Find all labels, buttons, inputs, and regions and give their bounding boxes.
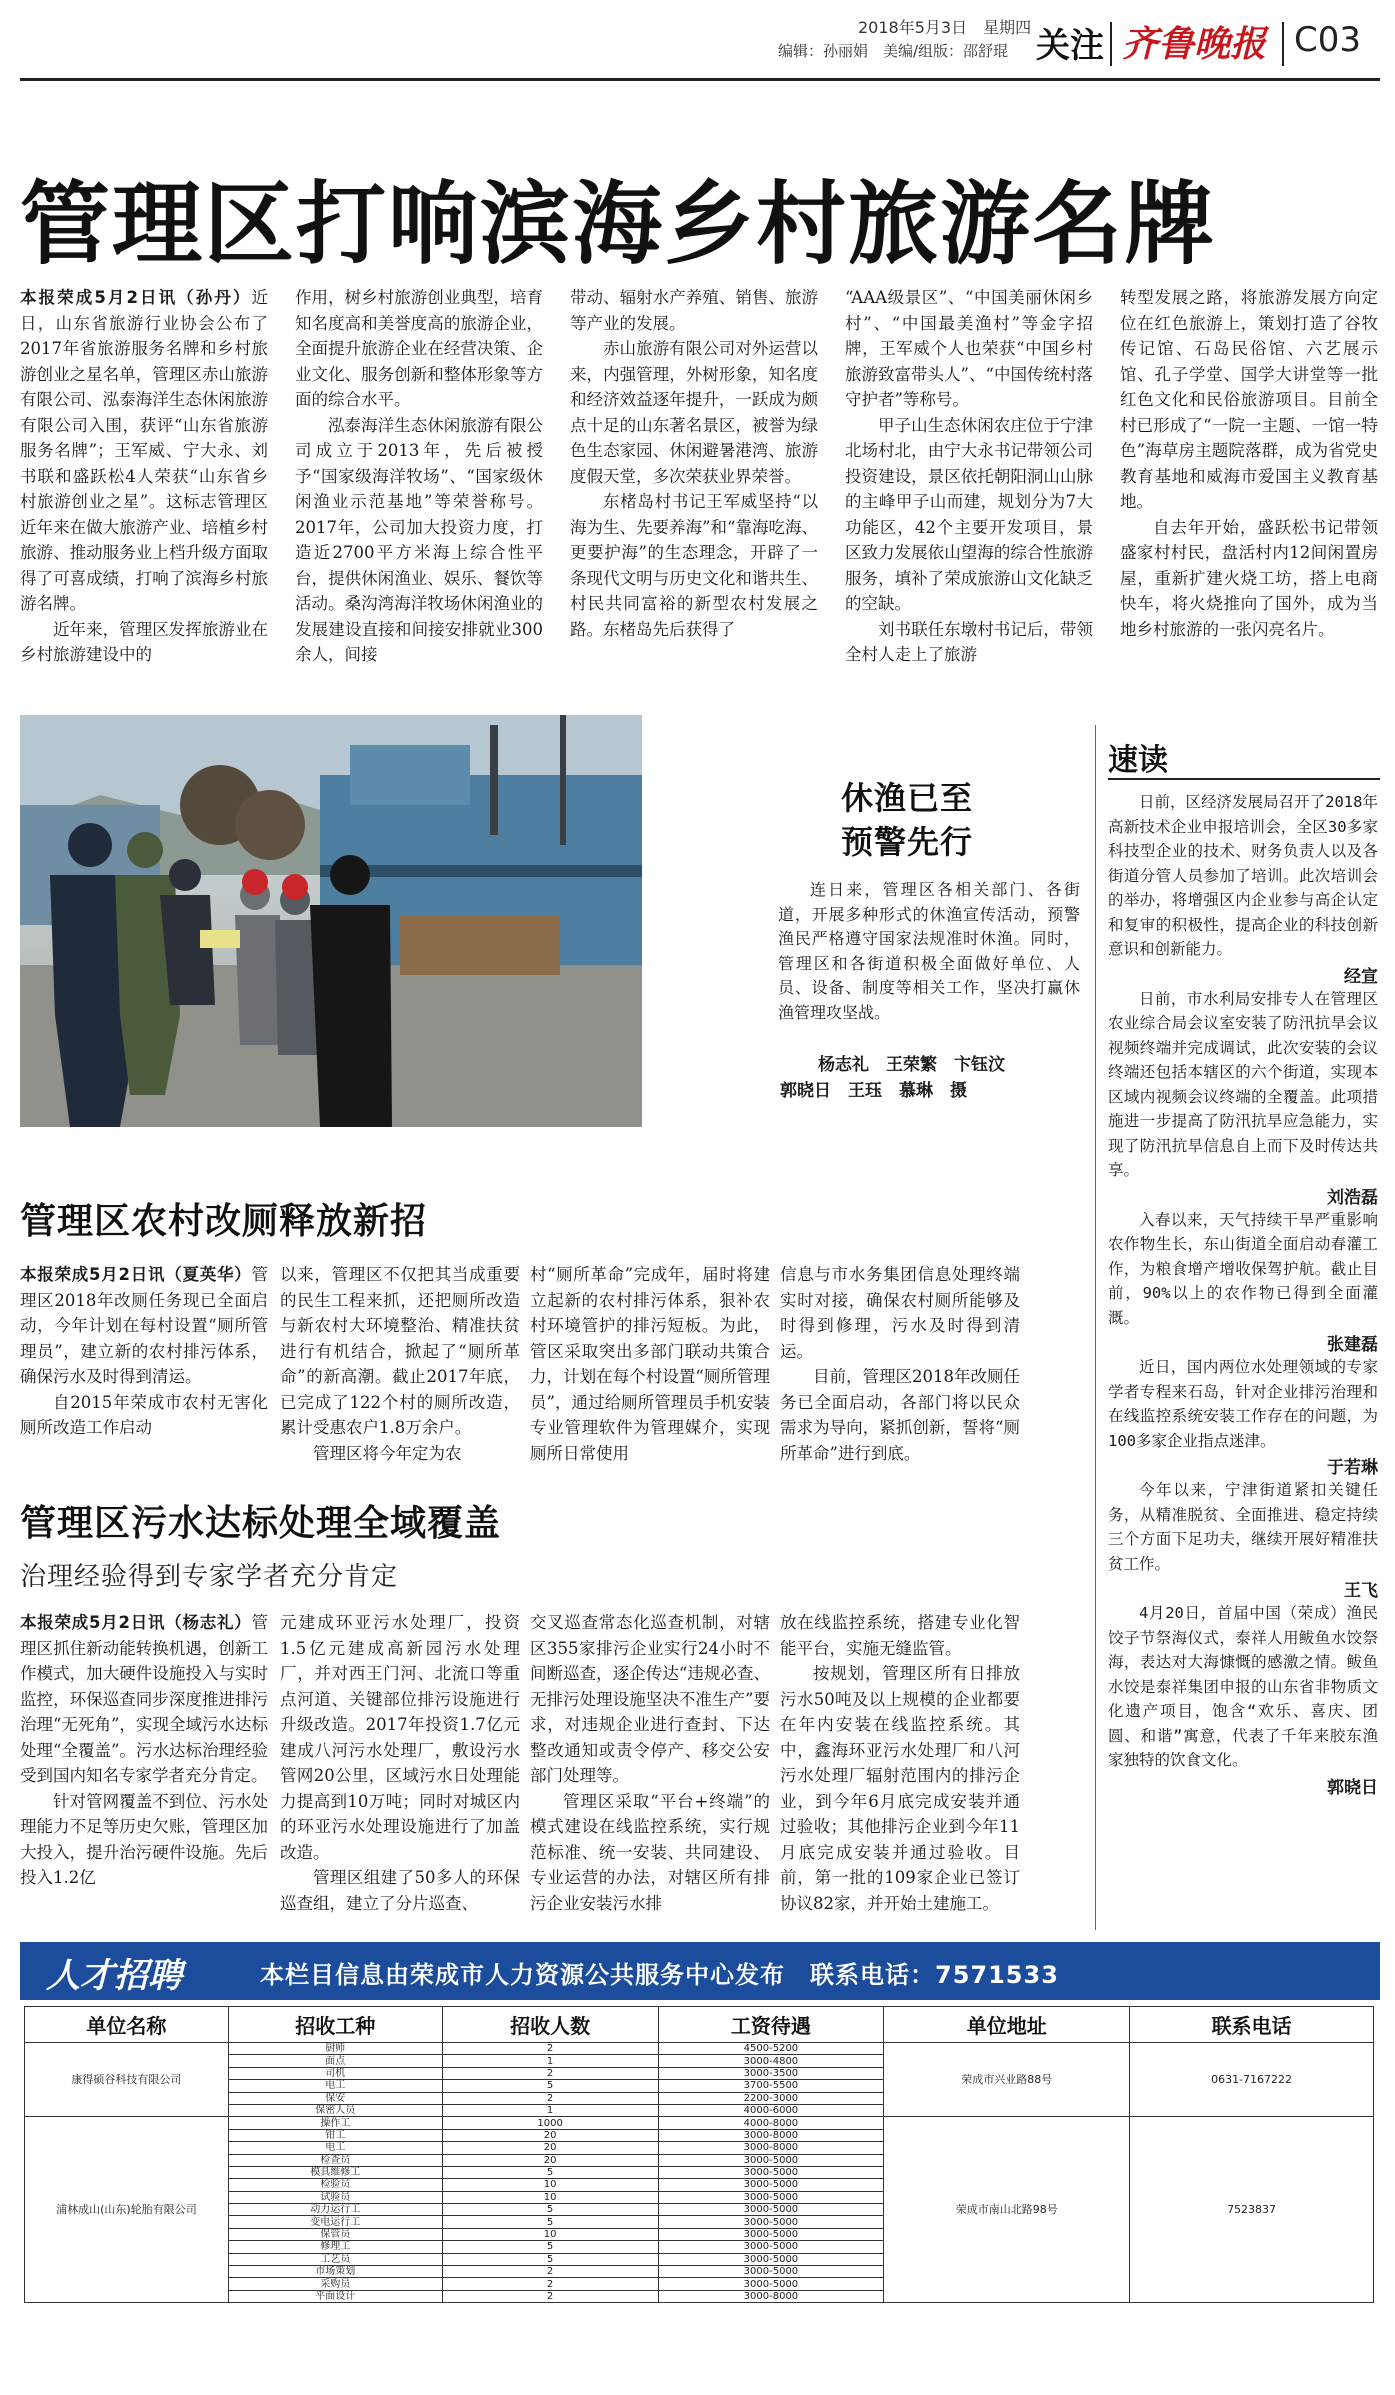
sewage-column-4: 放在线监控系统，搭建专业化智能平台，实施无缝监管。 按规划，管理区所有日排放污水50吨及以上规模的企业都要在年内安装在线监控系统。其中，鑫海环亚污水处理厂和八河污水处理厂辐射范围内的排污企业，到今年6月底完成安装并通过验收；其他排污企业到今年11月底完成安装并通过验收。目前，第一批的109家企业已签订协议82家，并开始土建施工。: [780, 1613, 1020, 1913]
briefs-list: [1108, 790, 1378, 1935]
lead-column-5: 转型发展之路，将旅游发展方向定位在红色旅游上，策划打造了谷牧传记馆、石岛民俗馆、六艺展示馆、孔子学堂、国学大讲堂等一批红色文化和民俗旅游项目。目前全村已形成了“一院一主题、一馆一特色”海草房主题院落群，成为省党史教育基地和威海市爱国主义教育基地。 自去年开始，盛跃松书记带领盛家村村民，盘活村内12间闲置房屋，重新扩建火烧工坊，搭上电商快车，将火烧推向了国外，成为当地乡村旅游的一张闪亮名片。: [1120, 288, 1378, 639]
headcount-cell: 2: [442, 2067, 658, 2079]
column-header: 招收人数: [442, 2007, 658, 2043]
salary-cell: 3000-8000: [658, 2142, 884, 2154]
page-number: C03: [1294, 20, 1362, 60]
headcount-cell: 1: [442, 2055, 658, 2067]
salary-cell: 3000-5000: [658, 2191, 884, 2203]
headcount-cell: 5: [442, 2253, 658, 2265]
job-title-cell: 试验员: [228, 2191, 442, 2203]
sewage-column-1: 本报荣成5月2日讯（杨志礼）管理区抓住新动能转换机遇，创新工作模式，加大硬件设施投入与实时监控，环保巡查同步深度推进排污治理“无死角”，实现全域污水达标处理“全覆盖”。污水达标治理经验受到国内知名专家学者充分肯定。 针对管网覆盖不到位、污水处理能力不足等历史欠账，管理区加大投入，提升治污硬件设施。先后投入1.2亿: [20, 1613, 268, 1887]
job-title-cell: 模具维修工: [228, 2166, 442, 2178]
table-row: [25, 2043, 1374, 2055]
toilet-column-4: 信息与市水务集团信息处理终端实时对接，确保农村厕所能够及时得到修理，污水及时得到清运。 目前，管理区2018年改厕任务已全面启动，各部门将以民众需求为导向，紧抓创新，誓将“厕所革命”进行到底。: [780, 1265, 1020, 1463]
salary-cell: 3000-5000: [658, 2216, 884, 2228]
headcount-cell: 5: [442, 2166, 658, 2178]
job-title-cell: 平面设计: [228, 2290, 442, 2302]
sewage-column-3: 交叉巡查常态化巡查机制，对辖区355家排污企业实行24小时不间断巡查，逐企传达“违规必查、无排污处理设施坚决不准生产”要求，对违规企业进行查封、下达整改通知或责令停产、移交公安部门处理等。 管理区采取“平台+终端”的模式建设在线监控系统，实行规范标准、统一安装、共同建设、专业运营的办法，对辖区所有排污企业安装污水排: [530, 1613, 770, 1913]
sewage-headline: 管理区污水达标处理全域覆盖: [20, 1503, 502, 1544]
lead-column-2: 作用，树乡村旅游创业典型，培育知名度高和美誉度高的旅游企业，全面提升旅游企业在经营决策、企业文化、服务创新和整体形象等方面的综合水平。 泓泰海洋生态休闲旅游有限公司成立于2013年，先后被授予“国家级海洋牧场”、“国家级休闲渔业示范基地”等荣誉称号。2017年，公司加大投资力度，打造近2700平方米海上综合性平台，提供休闲渔业、娱乐、餐饮等活动。桑沟湾海洋牧场休闲渔业的发展建设直接和间接安排就业300余人，间接: [295, 288, 543, 664]
table-header-row: [25, 2007, 1374, 2043]
lead-column-3: 带动、辐射水产养殖、销售、旅游等产业的发展。 赤山旅游有限公司对外运营以来，内强管理，外树形象，知名度和经济效益逐年提升，一跃成为颇点十足的山东著名景区，被誉为绿色生态家园、休闲避暑港湾、旅游度假天堂，多次荣获业界荣誉。 东楮岛村书记王军威坚持“以海为生、先要养海”和“靠海吃海、更要护海”的生态理念，开辟了一条现代文明与历史文化和谐共生、村民共同富裕的新型农村发展之路。东楮岛先后获得了: [570, 288, 818, 639]
job-title-cell: 操作工: [228, 2117, 442, 2129]
company-phone-cell: 7523837: [1130, 2117, 1374, 2303]
salary-cell: 3000-8000: [658, 2290, 884, 2302]
salary-cell: 3000-5000: [658, 2179, 884, 2191]
salary-cell: 3700-5500: [658, 2080, 884, 2092]
toilet-dateline: 本报荣成5月2日讯（夏英华）: [20, 1265, 252, 1284]
job-title-cell: 电工: [228, 2142, 442, 2154]
header-divider: [1282, 22, 1284, 66]
column-header: 单位名称: [25, 2007, 229, 2043]
salary-cell: 4000-8000: [658, 2117, 884, 2129]
brief-author: 刘浩磊: [1327, 1187, 1378, 1208]
issue-date: 2018年5月3日 星期四: [858, 18, 1032, 37]
lead-column-4: “AAA级景区”、“中国美丽休闲乡村”、“中国最美渔村”等金字招牌，王军威个人也荣获“中国乡村旅游致富带头人”、“中国传统村落守护者”等称号。 甲子山生态休闲农庄位于宁津北场村北，由宁大永书记带领公司投资建设，景区依托朝阳洞山山脉的主峰甲子山而建，规划分为7大功能区，42个主要开发项目，景区致力发展依山望海的综合性旅游服务，填补了荣成旅游山文化缺乏的空缺。 刘书联任东墩村书记后，带领全村人走上了旅游: [845, 288, 1093, 664]
lead-dateline: 本报荣成5月2日讯（孙丹）: [20, 288, 252, 307]
briefs-title: 速读: [1108, 743, 1168, 778]
salary-cell: 3000-5000: [658, 2278, 884, 2290]
salary-cell: 3000-5000: [658, 2228, 884, 2240]
fishing-port-photo: [20, 715, 642, 1127]
salary-cell: 3000-4800: [658, 2055, 884, 2067]
headcount-cell: 1000: [442, 2117, 658, 2129]
brief-item: 入春以来，天气持续干旱严重影响农作物生长，东山街道全面启动春灌工作，为粮食增产增收保驾护航。截止目前，90%以上的农作物已得到全面灌溉。: [1108, 1210, 1378, 1327]
job-title-cell: 保管员: [228, 2228, 442, 2240]
headcount-cell: 1: [442, 2104, 658, 2116]
column-header: 联系电话: [1130, 2007, 1374, 2043]
headcount-cell: 5: [442, 2241, 658, 2253]
recruitment-table-body: [25, 2043, 1374, 2303]
brief-item: 4月20日，首届中国（荣成）渔民饺子节祭海仪式，泰祥人用鲅鱼水饺祭海，表达对大海慷慨的感激之情。鲅鱼水饺是泰祥集团申报的山东省非物质文化遗产项目，饱含“欢乐、喜庆、团圆、和谐”寓意，代表了千年来胶东渔家独特的饮食文化。: [1108, 1604, 1378, 1769]
headcount-cell: 2: [442, 2290, 658, 2302]
headcount-cell: 10: [442, 2179, 658, 2191]
salary-cell: 3000-8000: [658, 2129, 884, 2141]
headcount-cell: 2: [442, 2043, 658, 2055]
headcount-cell: 2: [442, 2266, 658, 2278]
photo-story-title-line1: 休渔已至: [840, 779, 973, 817]
job-title-cell: 动力运行工: [228, 2204, 442, 2216]
headcount-cell: 10: [442, 2228, 658, 2240]
headcount-cell: 20: [442, 2129, 658, 2141]
company-address-cell: 荣成市兴业路88号: [884, 2043, 1130, 2117]
job-title-cell: 检验员: [228, 2179, 442, 2191]
sewage-dateline: 本报荣成5月2日讯（杨志礼）: [20, 1613, 252, 1632]
toilet-column-1: 本报荣成5月2日讯（夏英华）管理区2018年改厕任务现已全面启动，今年计划在每村设置“厕所管理员”，建立新的农村排污体系，确保污水及时得到清运。 自2015年荣成市农村无害化厕所改造工作启动: [20, 1265, 268, 1437]
briefs-title-rule: [1108, 778, 1380, 780]
brief-item: 日前，区经济发展局召开了2018年高新技术企业申报培训会，全区30多家科技型企业的技术、财务负责人以及各街道分管人员参加了培训。此次培训会的举办，将增强区内企业参与高企认定和复审的积极性，提高企业的科技创新意识和创新能力。: [1108, 793, 1378, 958]
salary-cell: 3000-5000: [658, 2241, 884, 2253]
salary-cell: 3000-5000: [658, 2204, 884, 2216]
newspaper-logo: 齐鲁晚报: [1122, 23, 1267, 65]
brief-author: 张建磊: [1327, 1335, 1378, 1355]
job-title-cell: 司机: [228, 2067, 442, 2079]
lead-headline: 管理区打响滨海乡村旅游名牌: [20, 172, 1216, 277]
salary-cell: 3000-3500: [658, 2067, 884, 2079]
brief-author: 郭晓日: [1327, 1777, 1378, 1798]
recruitment-banner: [20, 1942, 1380, 2000]
recruitment-table: [24, 2006, 1374, 2303]
job-title-cell: 面点: [228, 2055, 442, 2067]
toilet-column-3: 村“厕所革命”完成年，届时将建立起新的农村排污体系，狠补农村环境管护的排污短板。为此，管区采取突出多部门联动共策合力，计划在每个村设置“厕所管理员”，通过给厕所管理员手机安装专业管理软件为管理媒介，实现厕所日常使用: [530, 1265, 770, 1463]
job-title-cell: 电工: [228, 2080, 442, 2092]
job-title-cell: 修理工: [228, 2241, 442, 2253]
job-title-cell: 厨师: [228, 2043, 442, 2055]
section-label: 关注: [1036, 26, 1104, 66]
photo-credit-2: 郭晓日 王珏 慕琳 摄: [780, 1081, 967, 1101]
salary-cell: 3000-5000: [658, 2154, 884, 2166]
brief-item: 今年以来，宁津街道紧扣关键任务，从精准脱贫、全面推进、稳定持续三个方面下足功夫，继续开展好精准扶贫工作。: [1108, 1481, 1378, 1573]
toilet-column-2: 以来，管理区不仅把其当成重要的民生工程来抓，还把厕所改造与新农村大环境整治、精准扶贫进行有机结合，掀起了“厕所革命”的新高潮。截止2017年底，已完成了122个村的厕所改造，累计受惠农户1.8万余户。 管理区将今年定为农: [280, 1265, 520, 1463]
briefs-divider: [1095, 725, 1096, 1930]
headcount-cell: 20: [442, 2142, 658, 2154]
column-header: 单位地址: [884, 2007, 1130, 2043]
photo-credit-1: 杨志礼 王荣繁 卞钰汶: [818, 1055, 1005, 1075]
lead-column-1: 本报荣成5月2日讯（孙丹）近日，山东省旅游行业协会公布了2017年省旅游服务名牌和乡村旅游创业之星名单，管理区赤山旅游有限公司、泓泰海洋生态休闲旅游有限公司入围，获评“山东省旅游服务名牌”；王军威、宁大永、刘书联和盛跃松4人荣获“山东省乡村旅游创业之星”。这标志管理区近年来在做大旅游产业、培植乡村旅游、推动服务业上档升级方面取得了可喜成绩，打响了滨海乡村旅游名牌。 近年来，管理区发挥旅游业在乡村旅游建设中的: [20, 288, 268, 664]
salary-cell: 4500-5200: [658, 2043, 884, 2055]
photo-story-caption: 连日来，管理区各相关部门、各街道，开展多种形式的休渔宣传活动，预警渔民严格遵守国家法规准时休渔。同时，管理区和各街道积极全面做好单位、人员、设备、制度等相关工作，坚决打赢休渔管理攻坚战。: [778, 880, 1080, 1022]
company-name-cell: 康得硕谷科技有限公司: [25, 2043, 229, 2117]
brief-author: 王飞: [1344, 1581, 1378, 1601]
salary-cell: 3000-5000: [658, 2166, 884, 2178]
headcount-cell: 10: [442, 2191, 658, 2203]
salary-cell: 3000-5000: [658, 2253, 884, 2265]
brief-author: 经宣: [1344, 966, 1378, 987]
recruitment-info: 本栏目信息由荣成市人力资源公共服务中心发布 联系电话：7571533: [260, 1961, 1059, 1989]
job-title-cell: 采购员: [228, 2278, 442, 2290]
brief-author: 于若琳: [1327, 1458, 1378, 1478]
company-name-cell: 浦林成山(山东)轮胎有限公司: [25, 2117, 229, 2303]
header-divider: [1110, 22, 1112, 66]
sewage-subhead: 治理经验得到专家学者充分肯定: [20, 1562, 399, 1592]
salary-cell: 4000-6000: [658, 2104, 884, 2116]
job-title-cell: 钳工: [228, 2129, 442, 2141]
headcount-cell: 2: [442, 2278, 658, 2290]
job-title-cell: 变电运行工: [228, 2216, 442, 2228]
photo-story-title-line2: 预警先行: [840, 823, 973, 861]
headcount-cell: 5: [442, 2216, 658, 2228]
job-title-cell: 保安: [228, 2092, 442, 2104]
toilet-headline: 管理区农村改厕释放新招: [20, 1201, 428, 1242]
job-title-cell: 保密人员: [228, 2104, 442, 2116]
news-photo: [20, 715, 642, 1127]
header-rule: [20, 78, 1380, 81]
headcount-cell: 5: [442, 2204, 658, 2216]
brief-item: 近日，国内两位水处理领域的专家学者专程来石岛，针对企业排污治理和在线监控系统安装工作存在的问题，为100多家企业指点迷津。: [1108, 1358, 1378, 1450]
headcount-cell: 2: [442, 2092, 658, 2104]
job-title-cell: 检查员: [228, 2154, 442, 2166]
job-title-cell: 市场策划: [228, 2266, 442, 2278]
headcount-cell: 20: [442, 2154, 658, 2166]
sewage-column-2: 元建成环亚污水处理厂，投资1.5亿元建成高新园污水处理厂，并对西王门河、北流口等重点河道、关键部位排污设施进行升级改造。2017年投资1.7亿元建成八河污水处理厂，敷设污水管网20公里，区域污水日处理能力提高到10万吨；同时对城区内的环亚污水处理设施进行了加盖改造。 管理区组建了50多人的环保巡查组，建立了分片巡查、: [280, 1613, 520, 1913]
headcount-cell: 5: [442, 2080, 658, 2092]
column-header: 招收工种: [228, 2007, 442, 2043]
brief-item: 日前，市水利局安排专人在管理区农业综合局会议室安装了防汛抗旱会议视频终端并完成调试，此次安装的会议终端还包括本辖区的六个街道，实现本区域内视频会议终端的全覆盖。此项措施进一步提高了防汛抗旱应急能力，实现了防汛抗旱信息自上而下及时传达共享。: [1108, 989, 1378, 1179]
column-header: 工资待遇: [658, 2007, 884, 2043]
company-address-cell: 荣成市南山北路98号: [884, 2117, 1130, 2303]
salary-cell: 3000-5000: [658, 2266, 884, 2278]
recruitment-logo: 人才招聘: [46, 1956, 182, 1996]
salary-cell: 2200-3000: [658, 2092, 884, 2104]
table-row: [25, 2117, 1374, 2129]
job-title-cell: 工艺员: [228, 2253, 442, 2265]
editors-credit: 编辑：孙丽娟 美编/组版：邵舒琨: [778, 42, 1009, 60]
company-phone-cell: 0631-7167222: [1130, 2043, 1374, 2117]
